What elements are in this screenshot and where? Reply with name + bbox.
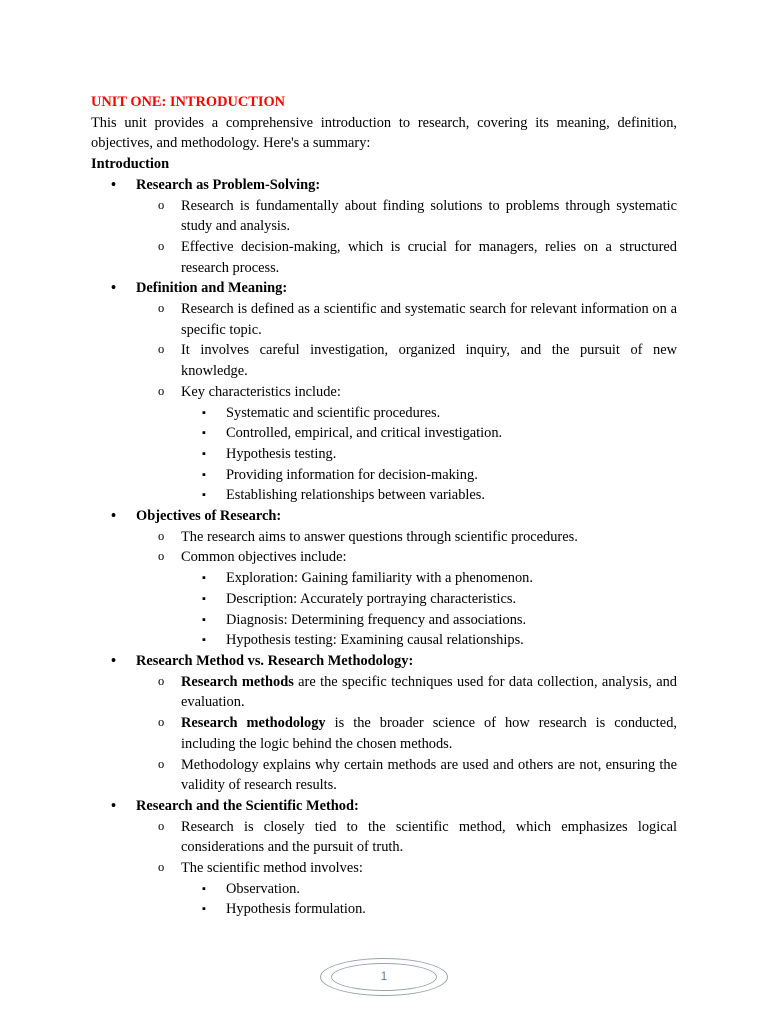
square-bullet-marker: ▪ <box>202 634 206 647</box>
list-item <box>91 382 677 403</box>
document-page <box>91 92 677 920</box>
list-item <box>91 858 677 879</box>
sub-list-item <box>91 589 677 610</box>
bullet-heading: Research Method vs. Research Methodology: <box>136 652 414 669</box>
sub-list-item-text: Hypothesis formulation. <box>226 901 366 918</box>
sub-bullet-marker: o <box>158 342 165 357</box>
bullet-objectives-of-research <box>91 506 677 527</box>
list-item-text: Methodology explains why certain methods are used and others are not, ensuring the validity of research results. <box>181 756 677 794</box>
square-bullet-marker: ▪ <box>202 468 206 481</box>
intro-paragraph: This unit provides a comprehensive introduction to research, covering its meaning, definition, objectives, and methodology. Here's a summary: <box>91 114 677 152</box>
square-bullet-marker: ▪ <box>202 489 206 502</box>
bold-term: Research methods <box>181 673 294 690</box>
list-item-text: are the specific techniques used for data collection, analysis, and evaluation. <box>181 673 677 711</box>
square-bullet-marker: ▪ <box>202 903 206 916</box>
bullet-scientific-method <box>91 796 677 817</box>
list-item-text: Effective decision-making, which is crucial for managers, relies on a structured research process. <box>181 238 677 276</box>
sub-bullet-marker: o <box>158 383 165 398</box>
bullet-heading: Definition and Meaning: <box>136 280 288 297</box>
sub-list-item <box>91 423 677 444</box>
sub-list-item-text: Observation. <box>226 880 300 897</box>
square-bullet-marker: ▪ <box>202 427 206 440</box>
list-item <box>91 713 677 754</box>
page-number: 1 <box>380 969 388 983</box>
sub-bullet-marker: o <box>158 528 165 543</box>
bullet-marker: • <box>111 280 117 297</box>
list-item-text: The scientific method involves: <box>181 860 363 877</box>
bullet-heading: Objectives of Research: <box>136 508 282 525</box>
bullet-marker: • <box>111 652 117 669</box>
list-item-text: Research is fundamentally about finding solutions to problems through systematic study and analysis. <box>181 197 677 235</box>
unit-title: UNIT ONE: INTRODUCTION <box>91 94 286 110</box>
bullet-definition-meaning <box>91 278 677 299</box>
square-bullet-marker: ▪ <box>202 447 206 460</box>
bullet-heading: Research and the Scientific Method: <box>136 797 359 814</box>
square-bullet-marker: ▪ <box>202 592 206 605</box>
list-item-text: Research is closely tied to the scientific method, which emphasizes logical considerations and the pursuit of truth. <box>181 818 677 856</box>
bullet-marker: • <box>111 176 117 193</box>
bold-term: Research methodology <box>181 715 326 732</box>
sub-bullet-marker: o <box>158 197 165 212</box>
list-item-text: Common objectives include: <box>181 549 347 566</box>
sub-list-item <box>91 403 677 424</box>
sub-list-item-text: Diagnosis: Determining frequency and associations. <box>226 611 527 628</box>
sub-bullet-marker: o <box>158 756 165 771</box>
sub-list-item <box>91 630 677 651</box>
sub-list-item <box>91 485 677 506</box>
square-bullet-marker: ▪ <box>202 613 206 626</box>
list-item <box>91 547 677 568</box>
list-item <box>91 299 677 340</box>
sub-list-item-text: Description: Accurately portraying characteristics. <box>226 590 517 607</box>
list-item-text: Research is defined as a scientific and systematic search for relevant information on a specific topic. <box>181 301 677 338</box>
square-bullet-marker: ▪ <box>202 882 206 895</box>
list-item <box>91 196 677 237</box>
sub-list-item-text: Providing information for decision-making. <box>226 466 478 483</box>
sub-bullet-marker: o <box>158 818 165 833</box>
list-item <box>91 817 677 858</box>
sub-list-item <box>91 610 677 631</box>
list-item-text: is the broader science of how research is conducted, including the logic behind the chosen methods. <box>181 715 677 752</box>
list-item-text: Key characteristics include: <box>181 383 341 400</box>
bullet-method-vs-methodology <box>91 651 677 672</box>
sub-bullet-marker: o <box>158 673 165 688</box>
sub-bullet-marker: o <box>158 549 165 564</box>
sub-list-item-text: Exploration: Gaining familiarity with a phenomenon. <box>226 570 533 587</box>
sub-list-item <box>91 568 677 589</box>
square-bullet-marker: ▪ <box>202 406 206 419</box>
bullet-heading: Research as Problem-Solving: <box>136 176 321 193</box>
sub-bullet-marker: o <box>158 715 165 730</box>
square-bullet-marker: ▪ <box>202 572 206 585</box>
sub-list-item <box>91 899 677 920</box>
sub-bullet-marker: o <box>158 860 165 875</box>
list-item <box>91 755 677 796</box>
sub-list-item <box>91 444 677 465</box>
sub-list-item-text: Establishing relationships between variables. <box>226 487 485 504</box>
bullet-marker: • <box>111 797 117 814</box>
list-item-text: The research aims to answer questions through scientific procedures. <box>181 528 578 545</box>
bullet-marker: • <box>111 508 117 525</box>
section-heading-introduction: Introduction <box>91 156 170 173</box>
list-item <box>91 237 677 278</box>
sub-list-item-text: Controlled, empirical, and critical investigation. <box>226 425 503 442</box>
list-item <box>91 527 677 548</box>
list-item <box>91 672 677 713</box>
bullet-research-problem-solving <box>91 175 677 196</box>
list-item-text: It involves careful investigation, organized inquiry, and the pursuit of new knowledge. <box>181 342 677 380</box>
sub-list-item-text: Hypothesis testing. <box>226 445 337 462</box>
sub-bullet-marker: o <box>158 301 165 316</box>
list-item <box>91 340 677 381</box>
sub-list-item <box>91 465 677 486</box>
sub-bullet-marker: o <box>158 238 165 253</box>
sub-list-item-text: Hypothesis testing: Examining causal relationships. <box>226 632 524 649</box>
sub-list-item <box>91 879 677 900</box>
sub-list-item-text: Systematic and scientific procedures. <box>226 404 441 421</box>
